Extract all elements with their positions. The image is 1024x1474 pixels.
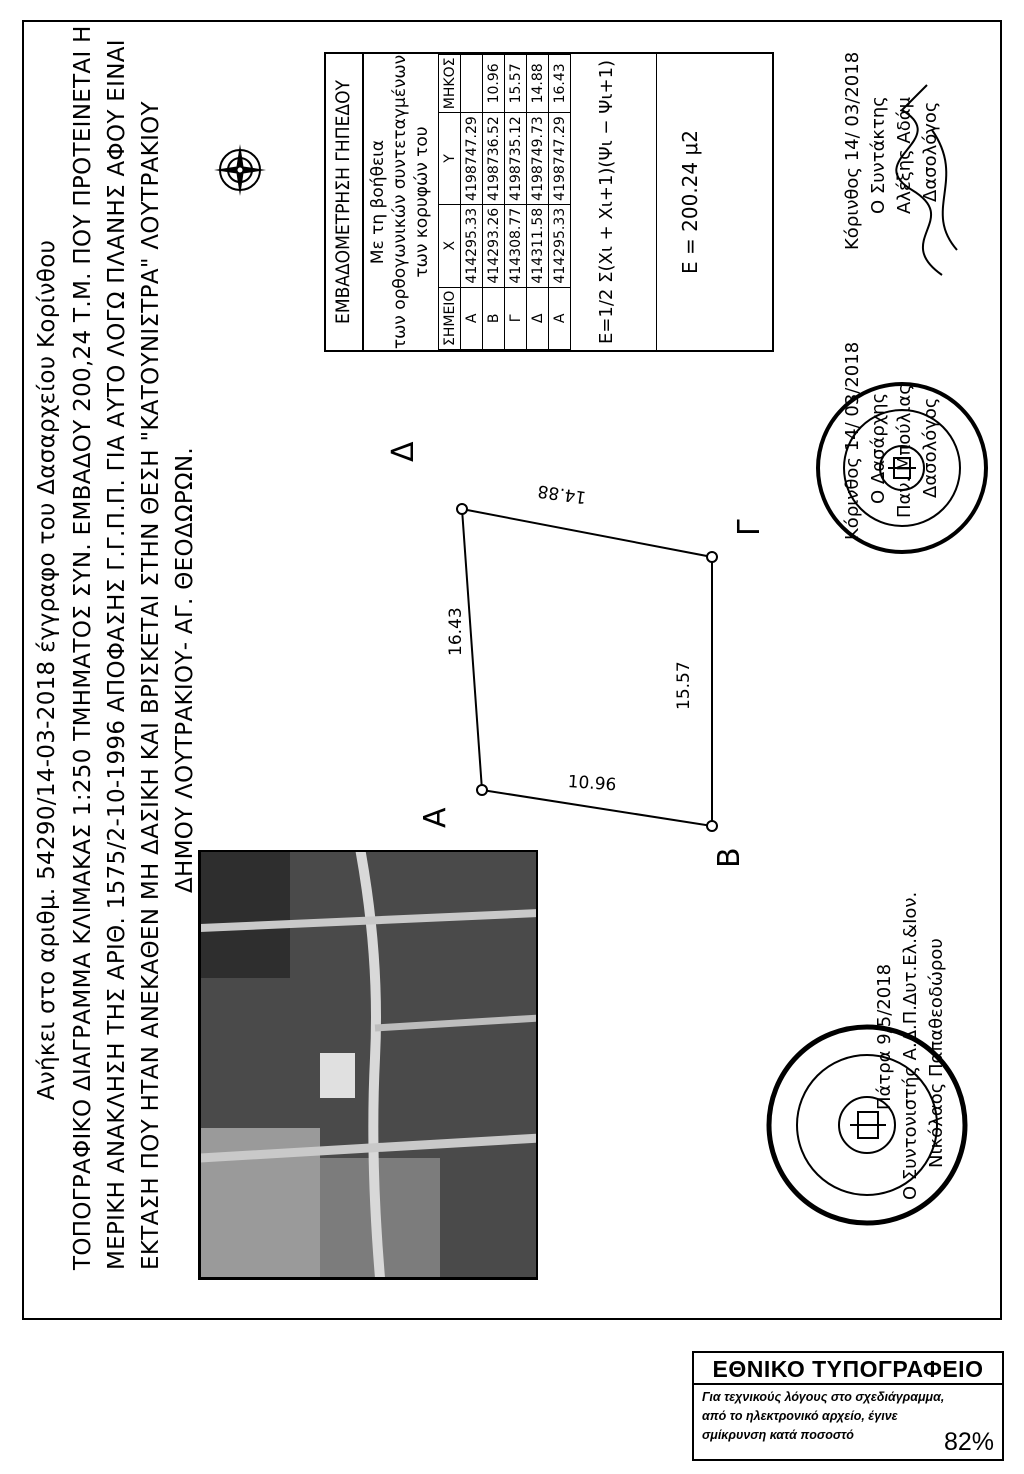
cell: 414293.26: [483, 204, 505, 287]
vertex-label-b: Β: [712, 847, 747, 868]
table-row: [461, 54, 483, 349]
area-table-subtitle-2: των ορθογωνικών συντεταγμένων: [390, 54, 410, 350]
cell: Α: [461, 287, 483, 349]
sig-date: Κόρινθος 14/ 03/2018: [842, 341, 863, 540]
stamp-note-line-2: από το ηλεκτρονικό αρχείο, έγινε: [702, 1409, 898, 1423]
sig-role: Ο Συντάκτης: [868, 96, 889, 214]
stamp-title: ΕΘΝΙΚΟ ΤΥΠΟΓΡΑΦΕΙΟ: [694, 1355, 1002, 1385]
cell: 414311.58: [527, 204, 549, 287]
sig-title: Δασολόγος: [920, 397, 941, 498]
header-line-5: ΔΗΜΟΥ ΛΟΥΤΡΑΚΙΟΥ- ΑΓ. ΘΕΟΔΩΡΩΝ.: [172, 447, 198, 893]
area-table-subtitle-3: των κορυφών του: [412, 126, 432, 278]
cell: Α: [549, 287, 571, 349]
col-header-length: ΜΗΚΟΣ: [439, 54, 461, 113]
cell: 414308.77: [505, 204, 527, 287]
cell: 4198749.73: [527, 113, 549, 205]
sig-date: Κόρινθος 14/ 03/2018: [842, 51, 863, 250]
col-header-y: Y: [439, 113, 461, 205]
table-header-row: [439, 54, 461, 349]
signature-block-forester: [840, 342, 944, 540]
cell: Δ: [527, 287, 549, 349]
rotated-sheet: [22, 20, 1002, 1320]
header-line-4: ΕΚΤΑΣΗ ΠΟΥ ΗΤΑΝ ΑΝΕΚΑΘΕΝ ΜΗ ΔΑΣΙΚΗ ΚΑΙ ΒΡΙΣΚΕΤΑΙ ΣΤΗΝ ΘΕΣΗ "ΚΑΤΟΥΝΙΣΤΡΑ" ΛΟΥΤΡΑΚΙΟΥ: [138, 101, 164, 1270]
cell: Β: [483, 287, 505, 349]
vertex-label-d: Δ: [386, 441, 421, 462]
survey-plot: [212, 320, 772, 840]
stamp-note: [702, 1388, 944, 1445]
cell: 16.43: [549, 54, 571, 113]
signature-block-coordinator: [872, 892, 950, 1200]
cell: 414295.33: [549, 204, 571, 287]
side-length-gd: 14.88: [536, 480, 588, 507]
cell: Γ: [505, 287, 527, 349]
cell: 4198735.12: [505, 113, 527, 205]
sig-role: Ο Συντονιστής Α.Δ.Π.Δυτ.Ελ.&Ιον.: [900, 891, 921, 1200]
sig-title: Δασολόγος: [920, 101, 941, 202]
cell: 15.57: [505, 54, 527, 113]
cell: [461, 54, 483, 113]
area-result: Ε = 200.24 μ2: [678, 130, 702, 274]
cell: 4198736.52: [483, 113, 505, 205]
header-line-2: ΤΟΠΟΓΡΑΦΙΚΟ ΔΙΑΓΡΑΜΜΑ ΚΛΙΜΑΚΑΣ 1:250 ΤΜΗΜΑΤΟΣ ΣΥΝ. ΕΜΒΑΔΟΥ 200,24 Τ.Μ. ΠΟΥ ΠΡΟΤΕΙΝΕΤΑΙ Η: [70, 25, 96, 1270]
area-table: [324, 52, 774, 352]
vertex-label-a: Α: [418, 807, 453, 828]
cell: 10.96: [483, 54, 505, 113]
side-length-ab: 10.96: [567, 771, 617, 796]
header-line-3: ΜΕΡΙΚΗ ΑΝΑΚΛΗΣΗ ΤΗΣ ΑΡΙΘ. 1575/2-10-1996 ΑΠΟΦΑΣΗΣ Γ.Γ.Π.Π. ΓΙΑ ΑΥΤΟ ΛΟΓΩ ΠΛΑΝΗΣ ΑΦΟΥ ΕΙΝΑΙ: [104, 39, 130, 1270]
cell: 14.88: [527, 54, 549, 113]
area-table-subtitle-1: Με τη βοήθεια: [368, 139, 388, 265]
header-line-1: Ανήκει στο αριθμ. 54290/14-03-2018 έγγραφο του Δασαρχείου Κορίνθου: [34, 239, 60, 1101]
aerial-photo: [198, 850, 538, 1280]
stamp-note-line-3: σμίκρυνση κατά ποσοστό: [702, 1428, 854, 1442]
vertex-label-g: Γ: [732, 519, 767, 536]
sig-role: Ο Δασάρχης: [868, 392, 889, 504]
stamp-percent: 82%: [943, 1428, 994, 1456]
cell: 4198747.29: [461, 113, 483, 205]
area-table-title: ΕΜΒΑΔΟΜΕΤΡΗΣΗ ΓΗΠΕΔΟΥ: [332, 80, 354, 324]
area-formula: E=1/2 Σ(Xι + Xι+1)(Ψι − Ψι+1): [596, 59, 617, 345]
table-row: [527, 54, 549, 349]
table-row: [549, 54, 571, 349]
national-printing-stamp: [692, 1351, 1004, 1461]
stamp-note-line-1: Για τεχνικούς λόγους στο σχεδιάγραμμα,: [702, 1390, 945, 1404]
compass-rose-icon: [210, 140, 270, 200]
handwritten-signature-icon: [882, 80, 972, 280]
sig-name: Νικόλαος Παπαθεοδώρου: [926, 938, 947, 1168]
col-header-point: ΣΗΜΕΙΟ: [439, 287, 461, 349]
side-length-da: 16.43: [446, 607, 466, 656]
sig-date: Πάτρα 9/5/2018: [874, 963, 895, 1110]
sig-name: Αλέξης Αδάμ: [894, 96, 915, 214]
cell: 4198747.29: [549, 113, 571, 205]
table-row: [483, 54, 505, 349]
sig-name: Παν. Μπούλιας: [894, 384, 915, 518]
coordinates-table: [438, 54, 571, 350]
table-row: [505, 54, 527, 349]
col-header-x: X: [439, 204, 461, 287]
side-length-bg: 15.57: [674, 661, 694, 710]
cell: 414295.33: [461, 204, 483, 287]
